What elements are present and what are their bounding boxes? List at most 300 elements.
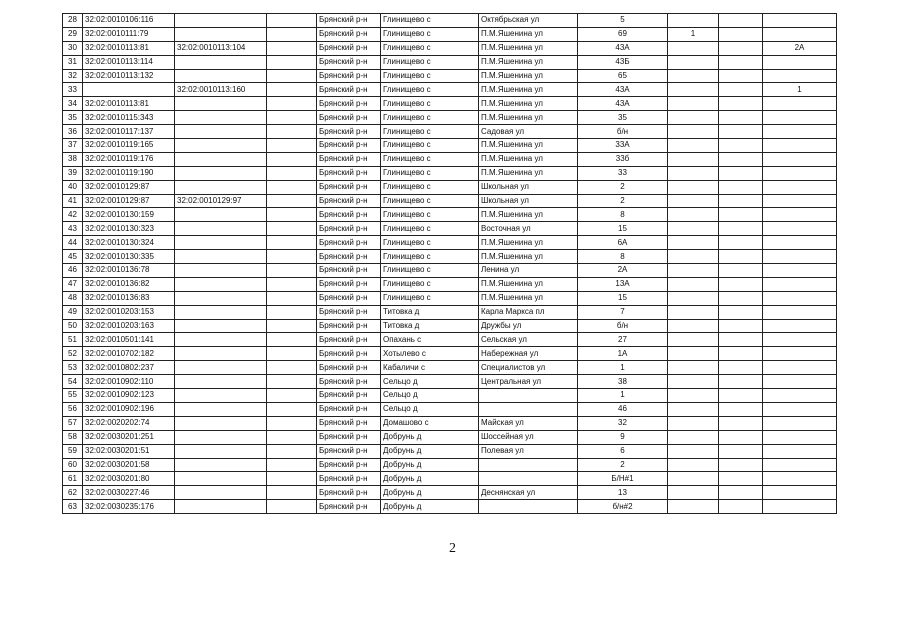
spacer-cell: [267, 500, 317, 514]
flat-number-cell: [668, 472, 719, 486]
spacer-cell: [267, 111, 317, 125]
house-number-cell: 43Б: [578, 55, 668, 69]
extra-cell: [763, 97, 837, 111]
cadastral-number-cell: 32:02:0010119:165: [83, 139, 175, 153]
flat-number-cell: [668, 486, 719, 500]
spacer-cell: [267, 472, 317, 486]
house-number-cell: 43А: [578, 83, 668, 97]
cadastral-number-cell: [83, 83, 175, 97]
cadastral-number-cell: 32:02:0030227:46: [83, 486, 175, 500]
settlement-cell: Кабаличи с: [381, 361, 479, 375]
building-cell: [719, 250, 763, 264]
flat-number-cell: [668, 83, 719, 97]
table-row: [63, 361, 837, 375]
row-number-cell: 44: [63, 236, 83, 250]
street-cell: П.М.Яшенина ул: [479, 291, 578, 305]
settlement-cell: Добрунь д: [381, 500, 479, 514]
flat-number-cell: [668, 69, 719, 83]
district-cell: Брянский р-н: [317, 194, 381, 208]
row-number-cell: 41: [63, 194, 83, 208]
extra-cell: [763, 458, 837, 472]
row-number-cell: 31: [63, 55, 83, 69]
linked-cadastral-number-cell: [175, 139, 267, 153]
linked-cadastral-number-cell: 32:02:0010113:104: [175, 41, 267, 55]
linked-cadastral-number-cell: [175, 375, 267, 389]
table-row: [63, 444, 837, 458]
linked-cadastral-number-cell: [175, 277, 267, 291]
spacer-cell: [267, 375, 317, 389]
cadastral-number-cell: 32:02:0010111:79: [83, 27, 175, 41]
building-cell: [719, 277, 763, 291]
spacer-cell: [267, 347, 317, 361]
row-number-cell: 39: [63, 166, 83, 180]
cadastral-number-cell: 32:02:0010130:324: [83, 236, 175, 250]
table-row: [63, 305, 837, 319]
extra-cell: [763, 264, 837, 278]
linked-cadastral-number-cell: [175, 458, 267, 472]
linked-cadastral-number-cell: [175, 208, 267, 222]
extra-cell: [763, 347, 837, 361]
house-number-cell: 1: [578, 361, 668, 375]
row-number-cell: 60: [63, 458, 83, 472]
building-cell: [719, 389, 763, 403]
building-cell: [719, 416, 763, 430]
spacer-cell: [267, 97, 317, 111]
flat-number-cell: [668, 14, 719, 28]
table-row: [63, 402, 837, 416]
flat-number-cell: [668, 305, 719, 319]
district-cell: Брянский р-н: [317, 41, 381, 55]
cadastral-number-cell: 32:02:0010902:196: [83, 402, 175, 416]
extra-cell: [763, 402, 837, 416]
table-row: [63, 55, 837, 69]
spacer-cell: [267, 166, 317, 180]
district-cell: Брянский р-н: [317, 305, 381, 319]
building-cell: [719, 69, 763, 83]
settlement-cell: Добрунь д: [381, 458, 479, 472]
spacer-cell: [267, 250, 317, 264]
extra-cell: [763, 55, 837, 69]
flat-number-cell: [668, 416, 719, 430]
linked-cadastral-number-cell: [175, 472, 267, 486]
row-number-cell: 40: [63, 180, 83, 194]
building-cell: [719, 208, 763, 222]
district-cell: Брянский р-н: [317, 402, 381, 416]
spacer-cell: [267, 41, 317, 55]
district-cell: Брянский р-н: [317, 430, 381, 444]
row-number-cell: 61: [63, 472, 83, 486]
cadastral-number-cell: 32:02:0010113:81: [83, 97, 175, 111]
flat-number-cell: [668, 250, 719, 264]
building-cell: [719, 305, 763, 319]
street-cell: Центральная ул: [479, 375, 578, 389]
district-cell: Брянский р-н: [317, 125, 381, 139]
flat-number-cell: [668, 402, 719, 416]
row-number-cell: 35: [63, 111, 83, 125]
table-row: [63, 389, 837, 403]
flat-number-cell: [668, 139, 719, 153]
table-row: [63, 347, 837, 361]
house-number-cell: 8: [578, 208, 668, 222]
flat-number-cell: [668, 277, 719, 291]
building-cell: [719, 166, 763, 180]
flat-number-cell: [668, 180, 719, 194]
cadastral-number-cell: 32:02:0030235:176: [83, 500, 175, 514]
linked-cadastral-number-cell: [175, 125, 267, 139]
district-cell: Брянский р-н: [317, 111, 381, 125]
spacer-cell: [267, 194, 317, 208]
settlement-cell: Титовка д: [381, 319, 479, 333]
linked-cadastral-number-cell: [175, 416, 267, 430]
street-cell: Полевая ул: [479, 444, 578, 458]
table-row: [63, 152, 837, 166]
street-cell: [479, 402, 578, 416]
house-number-cell: 33б: [578, 152, 668, 166]
settlement-cell: Домашово с: [381, 416, 479, 430]
settlement-cell: Глинищево с: [381, 41, 479, 55]
house-number-cell: 2: [578, 458, 668, 472]
row-number-cell: 33: [63, 83, 83, 97]
extra-cell: [763, 416, 837, 430]
cadastral-number-cell: 32:02:0010802:237: [83, 361, 175, 375]
house-number-cell: 2: [578, 180, 668, 194]
settlement-cell: Глинищево с: [381, 291, 479, 305]
flat-number-cell: [668, 319, 719, 333]
settlement-cell: Глинищево с: [381, 55, 479, 69]
extra-cell: [763, 208, 837, 222]
table-row: [63, 236, 837, 250]
street-cell: Школьная ул: [479, 180, 578, 194]
spacer-cell: [267, 125, 317, 139]
house-number-cell: 5: [578, 14, 668, 28]
table-row: [63, 319, 837, 333]
extra-cell: [763, 194, 837, 208]
table-row: [63, 194, 837, 208]
linked-cadastral-number-cell: [175, 166, 267, 180]
settlement-cell: Глинищево с: [381, 139, 479, 153]
street-cell: П.М.Яшенина ул: [479, 208, 578, 222]
linked-cadastral-number-cell: [175, 97, 267, 111]
settlement-cell: Глинищево с: [381, 152, 479, 166]
spacer-cell: [267, 83, 317, 97]
district-cell: Брянский р-н: [317, 486, 381, 500]
row-number-cell: 36: [63, 125, 83, 139]
house-number-cell: 9: [578, 430, 668, 444]
house-number-cell: б/н: [578, 125, 668, 139]
row-number-cell: 50: [63, 319, 83, 333]
house-number-cell: 43А: [578, 41, 668, 55]
building-cell: [719, 500, 763, 514]
settlement-cell: Титовка д: [381, 305, 479, 319]
linked-cadastral-number-cell: [175, 250, 267, 264]
settlement-cell: Глинищево с: [381, 277, 479, 291]
building-cell: [719, 222, 763, 236]
settlement-cell: Глинищево с: [381, 194, 479, 208]
extra-cell: [763, 166, 837, 180]
extra-cell: [763, 444, 837, 458]
district-cell: Брянский р-н: [317, 236, 381, 250]
linked-cadastral-number-cell: [175, 389, 267, 403]
row-number-cell: 58: [63, 430, 83, 444]
district-cell: Брянский р-н: [317, 264, 381, 278]
table-row: [63, 83, 837, 97]
street-cell: [479, 458, 578, 472]
building-cell: [719, 139, 763, 153]
cadastral-number-cell: 32:02:0010117:137: [83, 125, 175, 139]
table-row: [63, 27, 837, 41]
district-cell: Брянский р-н: [317, 69, 381, 83]
settlement-cell: Глинищево с: [381, 69, 479, 83]
cadastral-number-cell: 32:02:0010130:323: [83, 222, 175, 236]
street-cell: П.М.Яшенина ул: [479, 277, 578, 291]
extra-cell: [763, 139, 837, 153]
cadastral-number-cell: 32:02:0030201:51: [83, 444, 175, 458]
cadastral-number-cell: 32:02:0010119:176: [83, 152, 175, 166]
spacer-cell: [267, 444, 317, 458]
spacer-cell: [267, 152, 317, 166]
table-row: [63, 375, 837, 389]
cadastral-number-cell: 32:02:0030201:58: [83, 458, 175, 472]
district-cell: Брянский р-н: [317, 139, 381, 153]
cadastral-number-cell: 32:02:0010129:87: [83, 180, 175, 194]
extra-cell: [763, 125, 837, 139]
row-number-cell: 45: [63, 250, 83, 264]
district-cell: Брянский р-н: [317, 444, 381, 458]
street-cell: [479, 500, 578, 514]
settlement-cell: Сельцо д: [381, 375, 479, 389]
street-cell: Ленина ул: [479, 264, 578, 278]
street-cell: П.М.Яшенина ул: [479, 41, 578, 55]
street-cell: Сельская ул: [479, 333, 578, 347]
extra-cell: [763, 277, 837, 291]
settlement-cell: Глинищево с: [381, 236, 479, 250]
building-cell: [719, 375, 763, 389]
settlement-cell: Глинищево с: [381, 125, 479, 139]
cadastral-number-cell: 32:02:0010113:114: [83, 55, 175, 69]
extra-cell: [763, 472, 837, 486]
table-row: [63, 111, 837, 125]
extra-cell: 1: [763, 83, 837, 97]
district-cell: Брянский р-н: [317, 319, 381, 333]
row-number-cell: 63: [63, 500, 83, 514]
house-number-cell: 15: [578, 222, 668, 236]
spacer-cell: [267, 430, 317, 444]
building-cell: [719, 152, 763, 166]
flat-number-cell: [668, 208, 719, 222]
building-cell: [719, 319, 763, 333]
table-row: [63, 14, 837, 28]
district-cell: Брянский р-н: [317, 222, 381, 236]
building-cell: [719, 458, 763, 472]
spacer-cell: [267, 236, 317, 250]
street-cell: П.М.Яшенина ул: [479, 83, 578, 97]
row-number-cell: 56: [63, 402, 83, 416]
district-cell: Брянский р-н: [317, 361, 381, 375]
cadastral-number-cell: 32:02:0010136:82: [83, 277, 175, 291]
row-number-cell: 34: [63, 97, 83, 111]
spacer-cell: [267, 264, 317, 278]
extra-cell: [763, 291, 837, 305]
house-number-cell: 6: [578, 444, 668, 458]
flat-number-cell: [668, 194, 719, 208]
house-number-cell: 38: [578, 375, 668, 389]
house-number-cell: 32: [578, 416, 668, 430]
linked-cadastral-number-cell: [175, 347, 267, 361]
street-cell: П.М.Яшенина ул: [479, 139, 578, 153]
row-number-cell: 62: [63, 486, 83, 500]
house-number-cell: 46: [578, 402, 668, 416]
row-number-cell: 59: [63, 444, 83, 458]
street-cell: П.М.Яшенина ул: [479, 236, 578, 250]
row-number-cell: 38: [63, 152, 83, 166]
house-number-cell: Б/Н#1: [578, 472, 668, 486]
cadastral-number-cell: 32:02:0010501:141: [83, 333, 175, 347]
table-row: [63, 250, 837, 264]
settlement-cell: Добрунь д: [381, 444, 479, 458]
flat-number-cell: [668, 361, 719, 375]
house-number-cell: 13: [578, 486, 668, 500]
extra-cell: [763, 333, 837, 347]
extra-cell: [763, 14, 837, 28]
spacer-cell: [267, 55, 317, 69]
building-cell: [719, 41, 763, 55]
table-row: [63, 69, 837, 83]
settlement-cell: Добрунь д: [381, 430, 479, 444]
district-cell: Брянский р-н: [317, 55, 381, 69]
cadastral-number-cell: 32:02:0010902:110: [83, 375, 175, 389]
spacer-cell: [267, 291, 317, 305]
row-number-cell: 30: [63, 41, 83, 55]
district-cell: Брянский р-н: [317, 291, 381, 305]
district-cell: Брянский р-н: [317, 375, 381, 389]
district-cell: Брянский р-н: [317, 208, 381, 222]
cadastral-number-cell: 32:02:0010130:159: [83, 208, 175, 222]
building-cell: [719, 430, 763, 444]
linked-cadastral-number-cell: [175, 500, 267, 514]
building-cell: [719, 333, 763, 347]
spacer-cell: [267, 486, 317, 500]
house-number-cell: 1: [578, 389, 668, 403]
spacer-cell: [267, 27, 317, 41]
cadastral-number-cell: 32:02:0010106:116: [83, 14, 175, 28]
street-cell: П.М.Яшенина ул: [479, 97, 578, 111]
building-cell: [719, 194, 763, 208]
street-cell: Специалистов ул: [479, 361, 578, 375]
settlement-cell: Глинищево с: [381, 250, 479, 264]
table-row: [63, 139, 837, 153]
spacer-cell: [267, 361, 317, 375]
house-number-cell: 8: [578, 250, 668, 264]
extra-cell: [763, 111, 837, 125]
settlement-cell: Глинищево с: [381, 264, 479, 278]
district-cell: Брянский р-н: [317, 152, 381, 166]
table-row: [63, 472, 837, 486]
house-number-cell: 13А: [578, 277, 668, 291]
flat-number-cell: [668, 500, 719, 514]
row-number-cell: 55: [63, 389, 83, 403]
district-cell: Брянский р-н: [317, 250, 381, 264]
street-cell: [479, 472, 578, 486]
extra-cell: [763, 389, 837, 403]
flat-number-cell: [668, 55, 719, 69]
house-number-cell: 69: [578, 27, 668, 41]
street-cell: П.М.Яшенина ул: [479, 250, 578, 264]
table-row: [63, 277, 837, 291]
linked-cadastral-number-cell: [175, 180, 267, 194]
building-cell: [719, 55, 763, 69]
settlement-cell: Глинищево с: [381, 14, 479, 28]
settlement-cell: Глинищево с: [381, 27, 479, 41]
extra-cell: [763, 361, 837, 375]
flat-number-cell: [668, 236, 719, 250]
building-cell: [719, 291, 763, 305]
extra-cell: [763, 180, 837, 194]
row-number-cell: 37: [63, 139, 83, 153]
row-number-cell: 46: [63, 264, 83, 278]
district-cell: Брянский р-н: [317, 97, 381, 111]
district-cell: Брянский р-н: [317, 458, 381, 472]
street-cell: Школьная ул: [479, 194, 578, 208]
table-row: [63, 333, 837, 347]
cadastral-number-cell: 32:02:0010130:335: [83, 250, 175, 264]
extra-cell: [763, 486, 837, 500]
cadastral-number-cell: 32:02:0010115:343: [83, 111, 175, 125]
cadastral-number-cell: 32:02:0030201:251: [83, 430, 175, 444]
row-number-cell: 42: [63, 208, 83, 222]
street-cell: П.М.Яшенина ул: [479, 152, 578, 166]
cadastral-number-cell: 32:02:0010136:83: [83, 291, 175, 305]
spacer-cell: [267, 305, 317, 319]
extra-cell: [763, 69, 837, 83]
table-row: [63, 500, 837, 514]
extra-cell: 2А: [763, 41, 837, 55]
linked-cadastral-number-cell: 32:02:0010129:97: [175, 194, 267, 208]
flat-number-cell: [668, 375, 719, 389]
flat-number-cell: [668, 291, 719, 305]
district-cell: Брянский р-н: [317, 500, 381, 514]
extra-cell: [763, 27, 837, 41]
linked-cadastral-number-cell: [175, 69, 267, 83]
flat-number-cell: [668, 458, 719, 472]
flat-number-cell: [668, 430, 719, 444]
street-cell: П.М.Яшенина ул: [479, 111, 578, 125]
house-number-cell: 2: [578, 194, 668, 208]
extra-cell: [763, 305, 837, 319]
house-number-cell: 15: [578, 291, 668, 305]
house-number-cell: б/н: [578, 319, 668, 333]
flat-number-cell: [668, 333, 719, 347]
building-cell: [719, 111, 763, 125]
flat-number-cell: [668, 166, 719, 180]
row-number-cell: 52: [63, 347, 83, 361]
building-cell: [719, 361, 763, 375]
linked-cadastral-number-cell: [175, 14, 267, 28]
extra-cell: [763, 236, 837, 250]
house-number-cell: 65: [578, 69, 668, 83]
building-cell: [719, 97, 763, 111]
linked-cadastral-number-cell: [175, 333, 267, 347]
table-row: [63, 208, 837, 222]
cadastral-number-cell: 32:02:0010113:81: [83, 41, 175, 55]
building-cell: [719, 444, 763, 458]
spacer-cell: [267, 333, 317, 347]
table-body: [63, 14, 837, 514]
cadastral-number-cell: 32:02:0010702:182: [83, 347, 175, 361]
row-number-cell: 57: [63, 416, 83, 430]
house-number-cell: 33: [578, 166, 668, 180]
district-cell: Брянский р-н: [317, 180, 381, 194]
spacer-cell: [267, 14, 317, 28]
